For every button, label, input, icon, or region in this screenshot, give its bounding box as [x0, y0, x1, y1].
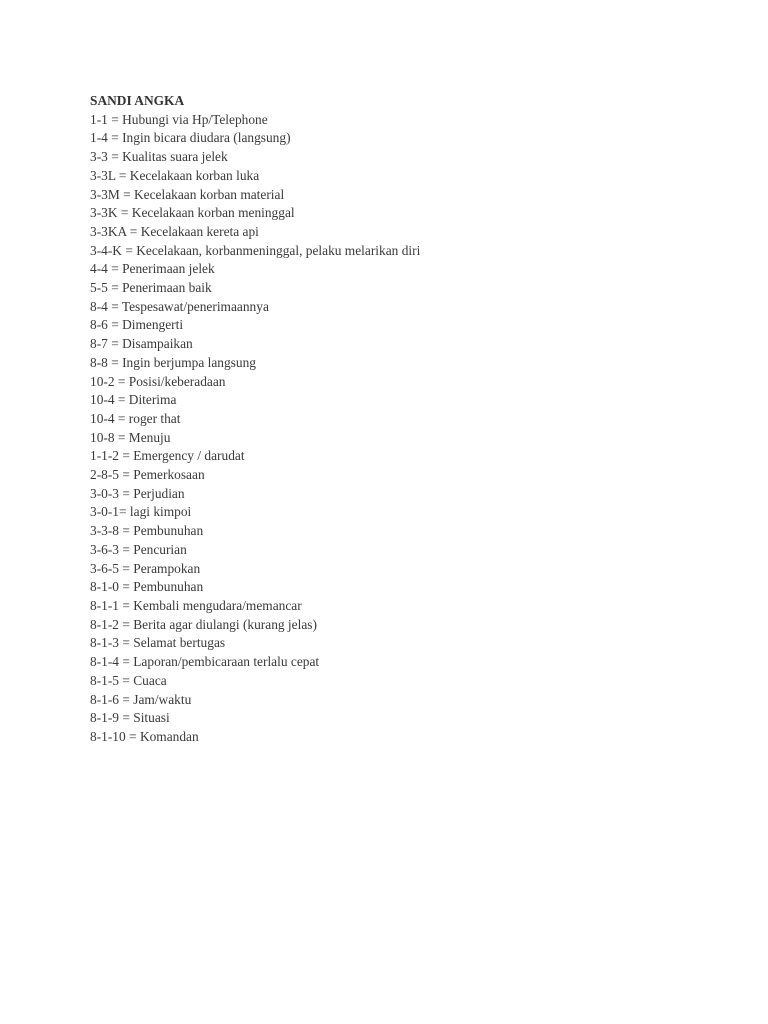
code-line: 8-1-5 = Cuaca: [90, 672, 167, 688]
code-line: 3-3K = Kecelakaan korban meninggal: [90, 205, 295, 221]
code-line: 10-2 = Posisi/keberadaan: [90, 373, 226, 389]
document-body: [90, 92, 730, 747]
code-line: 8-4 = Tespesawat/penerimaannya: [90, 298, 269, 314]
code-line: 3-3-8 = Pembunuhan: [90, 523, 204, 539]
code-line: 1-1-2 = Emergency / darudat: [90, 448, 245, 464]
code-line: 8-1-9 = Situasi: [90, 710, 170, 726]
code-line: 1-1 = Hubungi via Hp/Telephone: [90, 111, 268, 127]
code-line: 8-1-0 = Pembunuhan: [90, 579, 204, 595]
code-line: 3-3L = Kecelakaan korban luka: [90, 167, 260, 183]
code-line: 10-4 = Diterima: [90, 392, 177, 408]
code-line: 3-0-3 = Perjudian: [90, 485, 185, 501]
code-line: 10-4 = roger that: [90, 410, 181, 426]
document-title: SANDI ANGKA: [90, 93, 185, 108]
code-line: 3-4-K = Kecelakaan, korbanmeninggal, pelaku melarikan diri: [90, 242, 421, 258]
code-line: 8-8 = Ingin berjumpa langsung: [90, 354, 256, 370]
code-line: 3-3KA = Kecelakaan kereta api: [90, 223, 259, 239]
code-line: 3-6-3 = Pencurian: [90, 541, 187, 557]
code-line: 5-5 = Penerimaan baik: [90, 280, 212, 296]
code-line: 8-1-1 = Kembali mengudara/memancar: [90, 597, 302, 613]
code-line: 3-3 = Kualitas suara jelek: [90, 149, 228, 165]
code-line: 4-4 = Penerimaan jelek: [90, 261, 215, 277]
code-line: 10-8 = Menuju: [90, 429, 171, 445]
code-line: 1-4 = Ingin bicara diudara (langsung): [90, 130, 291, 146]
code-line: 3-6-5 = Perampokan: [90, 560, 201, 576]
code-line: 8-1-3 = Selamat bertugas: [90, 635, 226, 651]
code-line: 8-1-10 = Komandan: [90, 728, 199, 744]
code-line: 8-1-4 = Laporan/pembicaraan terlalu cepat: [90, 654, 320, 670]
code-line: 3-0-1= lagi kimpoi: [90, 504, 192, 520]
code-line: 8-1-2 = Berita agar diulangi (kurang jelas): [90, 616, 317, 632]
code-list: [90, 111, 730, 747]
code-line: 3-3M = Kecelakaan korban material: [90, 186, 285, 202]
code-line: 8-1-6 = Jam/waktu: [90, 691, 192, 707]
code-line: 2-8-5 = Pemerkosaan: [90, 467, 205, 483]
code-line: 8-6 = Dimengerti: [90, 317, 184, 333]
code-line: 8-7 = Disampaikan: [90, 336, 193, 352]
